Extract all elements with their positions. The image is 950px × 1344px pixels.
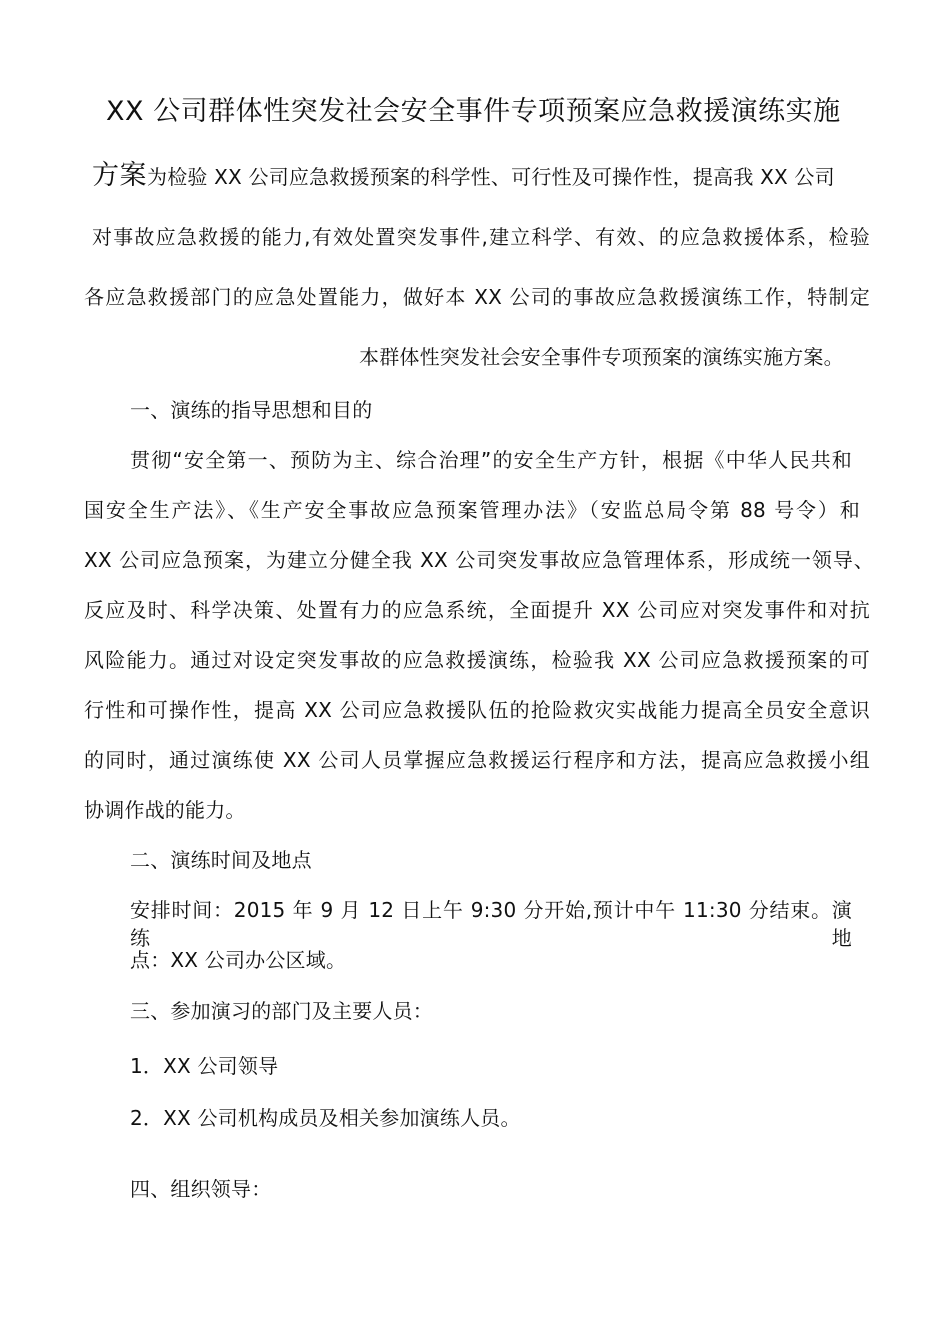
title-text: XX 公司群体性突发社会安全事件专项预案应急救援演练实施: [106, 96, 841, 127]
section2-heading: 二、演练时间及地点: [130, 848, 312, 872]
section1-line-7: 的同时，通过演练使 XX 公司人员掌握应急救援运行程序和方法，提高应急救援小组: [84, 748, 870, 772]
intro-line-4: 本群体性突发社会安全事件专项预案的演练实施方案。: [359, 345, 844, 369]
section1-heading: 一、演练的指导思想和目的: [130, 398, 373, 422]
section1-line-8: 协调作战的能力。: [84, 798, 246, 822]
section4-heading: 四、组织领导：: [130, 1177, 272, 1201]
section2-line-2: 点：XX 公司办公区域。: [130, 948, 347, 972]
section1-line-2: 国安全生产法》、《生产安全事故应急预案管理办法》（安监总局令第 88 号令）和: [84, 498, 860, 522]
section2-line-1: 安排时间：2015 年 9 月 12 日上午 9:30 分开始,预计中午 11:30 分结束。演练地: [130, 898, 852, 950]
intro-line-3: 各应急救援部门的应急处置能力，做好本 XX 公司的事故应急救援演练工作，特制定: [84, 285, 870, 309]
section1-line-5: 风险能力。通过对设定突发事故的应急救援演练，检验我 XX 公司应急救援预案的可: [84, 648, 870, 672]
title-and-intro-line: [92, 158, 870, 195]
section3-item-1: 1．XX 公司领导: [130, 1054, 279, 1078]
section1-line-6: 行性和可操作性，提高 XX 公司应急救援队伍的抢险救灾实战能力提高全员安全意识: [84, 698, 870, 722]
section1-line-4: 反应及时、科学决策、处置有力的应急系统，全面提升 XX 公司应对突发事件和对抗: [84, 598, 870, 622]
document-title: [106, 94, 870, 130]
section1-line-1: 贯彻“安全第一、预防为主、综合治理”的安全生产方针，根据《中华人民共和: [130, 448, 852, 472]
section3-heading: 三、参加演习的部门及主要人员：: [130, 999, 433, 1023]
title-continuation: 方案: [92, 160, 147, 191]
intro-line-2: 对事故应急救援的能力,有效处置突发事件,建立科学、有效、的应急救援体系，检验: [92, 225, 870, 249]
intro-line-1: 为检验 XX 公司应急救援预案的科学性、可行性及可操作性，提高我 XX 公司: [147, 165, 835, 189]
section3-item-2: 2．XX 公司机构成员及相关参加演练人员。: [130, 1106, 521, 1130]
section1-line-3: XX 公司应急预案，为建立分健全我 XX 公司突发事故应急管理体系，形成统一领导、: [84, 548, 874, 572]
